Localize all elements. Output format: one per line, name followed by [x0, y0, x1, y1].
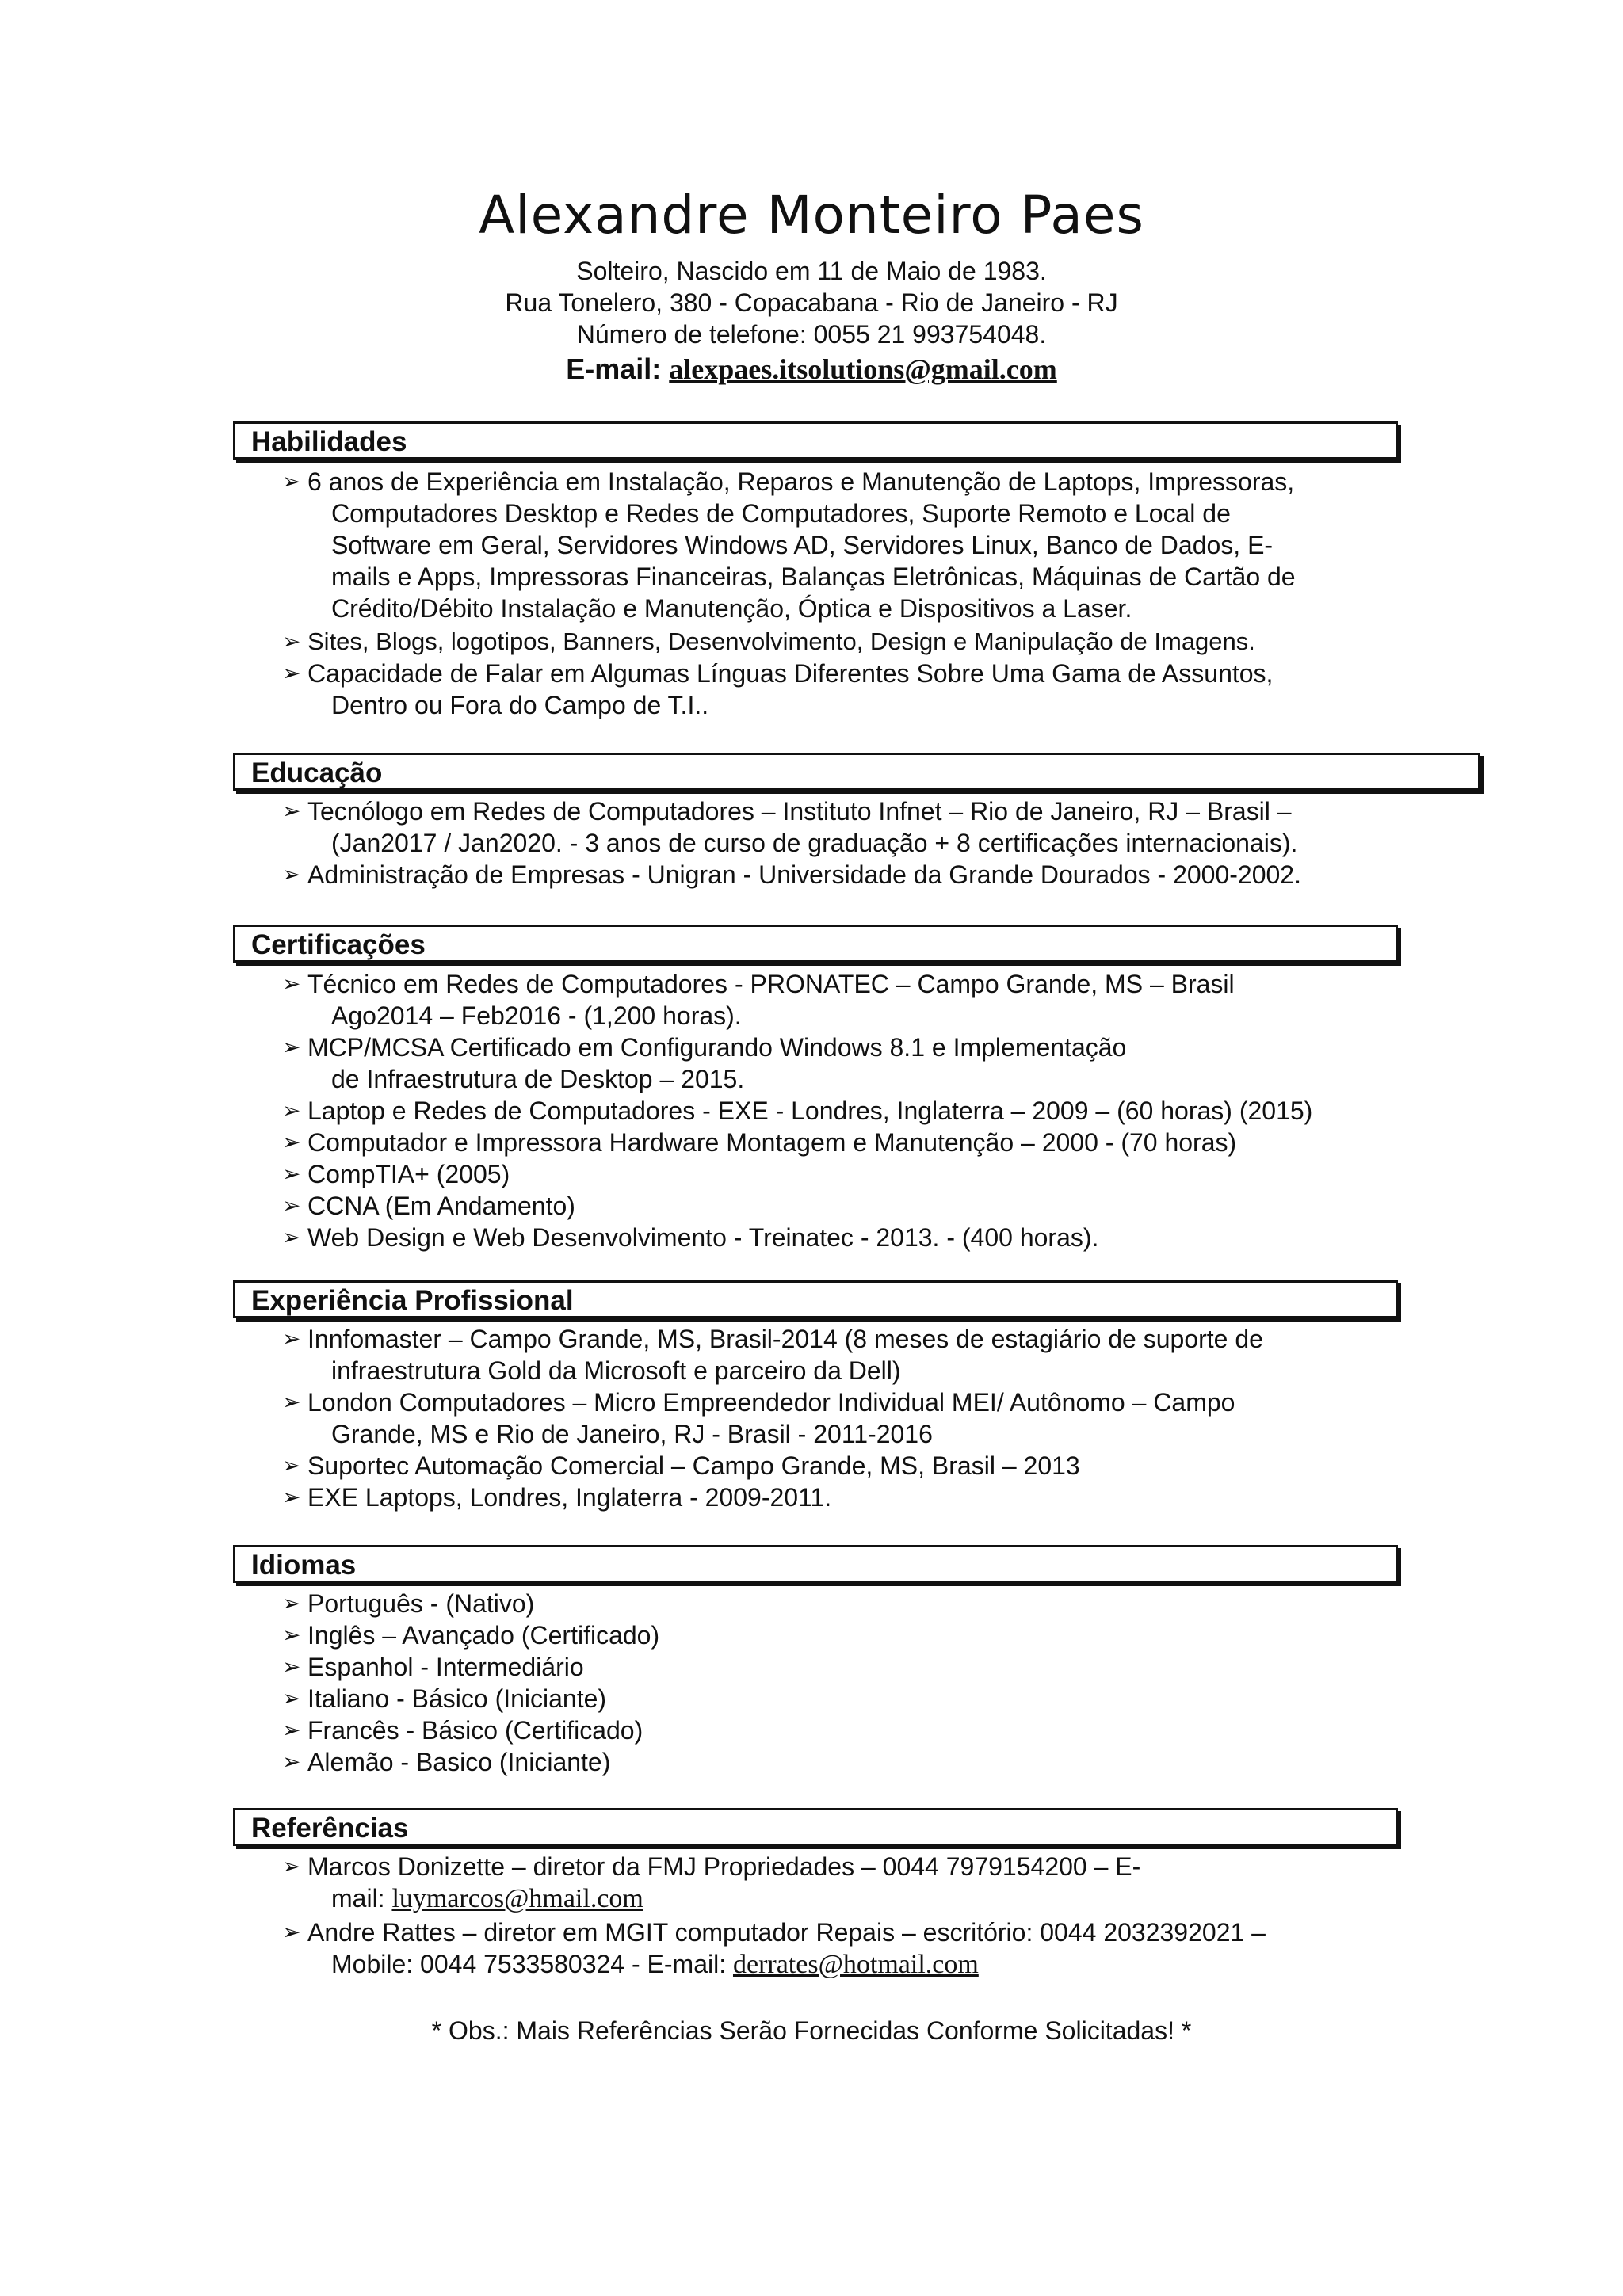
reference-email-link[interactable]: derrates@hotmail.com [732, 1950, 979, 1979]
list-item: ➢ CCNA (Em Andamento) [282, 1192, 575, 1220]
list-item: ➢ Laptop e Redes de Computadores - EXE - Londres, Inglaterra – 2009 – (60 horas) (2015) [282, 1097, 1313, 1125]
arrow-bullet-icon: ➢ [282, 1192, 301, 1219]
list-item: ➢ London Computadores – Micro Empreendedor Individual MEI/ Autônomo – Campo Grande, MS e Rio de Janeiro, RJ - Brasil - 2011-2016 [282, 1388, 1235, 1448]
list-item: ➢ Espanhol - Intermediário [282, 1653, 584, 1681]
birth-info: Solteiro, Nascido em 11 de Maio de 1983. [576, 257, 1047, 285]
arrow-bullet-icon: ➢ [282, 1749, 301, 1775]
section-habilidades [233, 421, 1398, 460]
certificacoes-list [282, 968, 1471, 1253]
list-item: ➢ Inglês – Avançado (Certificado) [282, 1621, 660, 1650]
list-item: ➢ Tecnólogo em Redes de Computadores – Instituto Infnet – Rio de Janeiro, RJ – Brasil – (Jan2017 / Jan2020. - 3 anos de curso de graduação + 8 certificações internacionais). [282, 797, 1298, 857]
list-item: ➢ EXE Laptops, Londres, Inglaterra - 2009-2011. [282, 1483, 832, 1512]
list-item: ➢ Innfomaster – Campo Grande, MS, Brasil-2014 (8 meses de estagiário de suporte de infraestrutura Gold da Microsoft e parceiro da Dell) [282, 1325, 1263, 1385]
section-educacao [233, 753, 1480, 791]
list-item: ➢ Francês - Básico (Certificado) [282, 1716, 643, 1745]
list-item: ➢ Sites, Blogs, logotipos, Banners, Desenvolvimento, Design e Manipulação de Imagens. [282, 626, 1471, 658]
section-title: Educação [251, 757, 383, 788]
section-title: Experiência Profissional [251, 1285, 574, 1316]
phone: Número de telefone: 0055 21 993754048. [576, 320, 1047, 349]
arrow-bullet-icon: ➢ [282, 1325, 301, 1352]
arrow-bullet-icon: ➢ [282, 1653, 301, 1680]
list-item: ➢ Computador e Impressora Hardware Montagem e Manutenção – 2000 - (70 horas) [282, 1128, 1237, 1157]
arrow-bullet-icon: ➢ [282, 1389, 301, 1415]
list-item: ➢ Administração de Empresas - Unigran - Universidade da Grande Dourados - 2000-2002. [282, 860, 1301, 889]
email-link[interactable]: alexpaes.itsolutions@gmail.com [669, 353, 1057, 385]
arrow-bullet-icon: ➢ [282, 1484, 301, 1510]
list-item: ➢ Técnico em Redes de Computadores - PRONATEC – Campo Grande, MS – Brasil Ago2014 – Feb2016 - (1,200 horas). [282, 970, 1235, 1030]
educacao-list [282, 795, 1471, 891]
personal-info [0, 255, 1623, 350]
habilidades-list [282, 466, 1471, 721]
list-item: ➢ Português - (Nativo) [282, 1589, 535, 1618]
arrow-bullet-icon: ➢ [282, 971, 301, 997]
arrow-bullet-icon: ➢ [282, 1129, 301, 1155]
list-item: ➢ MCP/MCSA Certificado em Configurando Windows 8.1 e Implementação de Infraestrutura de Desktop – 2015. [282, 1033, 1127, 1093]
arrow-bullet-icon: ➢ [282, 1034, 301, 1060]
email-label: E-mail: [566, 353, 662, 385]
section-title: Habilidades [251, 426, 407, 457]
arrow-bullet-icon: ➢ [282, 861, 301, 887]
list-item: ➢ Alemão - Basico (Iniciante) [282, 1748, 611, 1776]
arrow-bullet-icon: ➢ [282, 1590, 301, 1616]
arrow-bullet-icon: ➢ [282, 660, 301, 686]
section-title: Idiomas [251, 1550, 357, 1581]
arrow-bullet-icon: ➢ [282, 798, 301, 824]
list-item: ➢ Andre Rattes – diretor em MGIT computador Repais – escritório: 0044 2032392021 – Mobile: 0044 7533580324 - E-mail: derrates@hotmail.com [282, 1918, 1266, 1979]
arrow-bullet-icon: ➢ [282, 468, 301, 494]
arrow-bullet-icon: ➢ [282, 1717, 301, 1743]
arrow-bullet-icon: ➢ [282, 1622, 301, 1648]
list-item: ➢ Suportec Automação Comercial – Campo Grande, MS, Brasil – 2013 [282, 1451, 1080, 1480]
section-idiomas [233, 1545, 1398, 1583]
arrow-bullet-icon: ➢ [282, 1224, 301, 1250]
arrow-bullet-icon: ➢ [282, 1097, 301, 1123]
email-line [0, 353, 1623, 385]
section-title: Certificações [251, 929, 426, 960]
referencias-list [282, 1851, 1471, 1981]
candidate-name: Alexandre Monteiro Paes [479, 185, 1144, 246]
address: Rua Tonelero, 380 - Copacabana - Rio de Janeiro - RJ [505, 288, 1118, 317]
arrow-bullet-icon: ➢ [282, 1919, 301, 1945]
arrow-bullet-icon: ➢ [282, 628, 301, 654]
list-item: ➢ Web Design e Web Desenvolvimento - Treinatec - 2013. - (400 horas). [282, 1223, 1099, 1252]
arrow-bullet-icon: ➢ [282, 1452, 301, 1478]
reference-email-link[interactable]: luymarcos@hmail.com [391, 1884, 643, 1913]
list-item: ➢ Capacidade de Falar em Algumas Línguas Diferentes Sobre Uma Gama de Assuntos, Dentro ou Fora do Campo de T.I.. [282, 659, 1274, 719]
section-referencias [233, 1808, 1398, 1846]
arrow-bullet-icon: ➢ [282, 1685, 301, 1711]
observation-note: * Obs.: Mais Referências Serão Fornecidas Conforme Solicitadas! * [431, 2016, 1192, 2045]
list-item: ➢ CompTIA+ (2005) [282, 1160, 510, 1188]
list-item: ➢ 6 anos de Experiência em Instalação, Reparos e Manutenção de Laptops, Impressoras, Computadores Desktop e Redes de Computadores, Suporte Remoto e Local de Software em Geral, Servidores Windows AD, Servidores Linux, Banco de Dados, E- mails e Apps, Impressoras Financeiras, Balanças Eletrônicas, Máquinas de Cartão de Crédito/Débito Instalação e Manutenção, Óptica e Dispositivos a Laser. [282, 467, 1296, 623]
experiencia-list [282, 1323, 1471, 1513]
section-title: Referências [251, 1813, 409, 1844]
arrow-bullet-icon: ➢ [282, 1853, 301, 1879]
section-certificacoes [233, 925, 1398, 963]
section-experiencia [233, 1280, 1398, 1318]
list-item: ➢ Italiano - Básico (Iniciante) [282, 1684, 607, 1713]
idiomas-list [282, 1588, 1471, 1778]
arrow-bullet-icon: ➢ [282, 1161, 301, 1187]
list-item: ➢ Marcos Donizette – diretor da FMJ Propriedades – 0044 7979154200 – E- mail: luymarcos@hmail.com [282, 1852, 1141, 1913]
